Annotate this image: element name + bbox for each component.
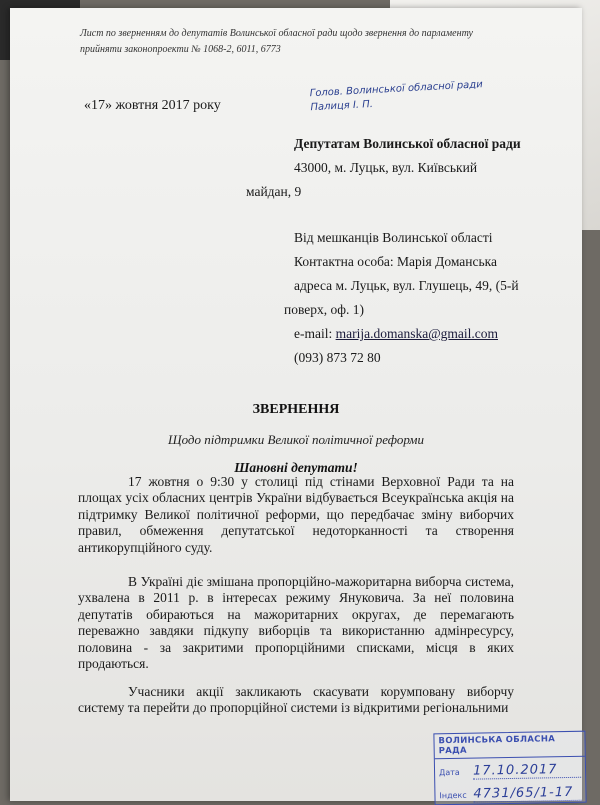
paragraph: В Україні діє змішана пропорційно-мажоритарна виборча система, ухвалена в 2011 р. в інтересах режиму Януковича. За неї половина депутатів обираються на мажоритарних округах, де перемагають переважно завдяки підкупу виборців та використанню адмінресурсу, половина - за закритими пропорційними списками, місця в яких продаються. — [78, 574, 514, 672]
sender-contact: Контактна особа: Марія Доманська — [294, 254, 497, 269]
stamp-date-row — [435, 757, 585, 783]
stamp-index-value: 4731/65/1-17 — [473, 785, 581, 803]
document-title: ЗВЕРНЕННЯ — [252, 402, 340, 417]
document-date: «17» жовтня 2017 року — [84, 98, 221, 113]
stamp-org: ВОЛИНСЬКА ОБЛАСНА РАДА — [434, 732, 584, 760]
handwritten-line: Голов. Волинської обласної ради — [309, 79, 483, 100]
document-subtitle: Щодо підтримки Великої політичної реформи — [168, 432, 424, 447]
sender-block — [284, 226, 554, 370]
header-note: Лист по зверненням до депутатів Волинської обласної ради щодо звернення до парламенту прийняти законопроекти № 1068-2, 6011, 6773 — [80, 28, 473, 55]
recipient-address-line: майдан, 9 — [246, 184, 302, 199]
handwritten-resolution — [309, 77, 510, 115]
sender-address-line: адреса м. Луцьк, вул. Глушець, 49, (5-й — [294, 278, 519, 293]
recipient-title: Депутатам Волинської обласної ради — [294, 136, 521, 151]
greeting: Шановні депутати! — [234, 460, 358, 475]
stamp-index-label: Індекс — [439, 790, 467, 800]
recipient-address-line: 43000, м. Луцьк, вул. Київський — [294, 160, 478, 175]
paragraph: Учасники акції закликають скасувати корумповану виборчу систему та перейти до пропорційної системи із відкритими регіональними — [78, 684, 514, 716]
sender-address-line: поверх, оф. 1) — [284, 302, 365, 317]
sender-email — [294, 322, 554, 346]
stamp-date-value: 17.10.2017 — [473, 762, 581, 780]
stamp-date-label: Дата — [438, 767, 460, 777]
stamp-index-row — [435, 780, 585, 805]
paragraph: 17 жовтня о 9:30 у столиці під стінами Верховної Ради та на площах усіх обласних центрів України відбувається Всеукраїнська акція на підтримку Великої політичної реформи, що передбачає зміну виборчих правил, обмеження депутатської недоторканності та створення антикорупційного суду. — [78, 474, 514, 555]
sender-from: Від мешканців Волинської області — [294, 230, 493, 245]
registration-stamp — [433, 731, 586, 805]
recipient-block — [246, 132, 576, 204]
handwritten-line: Палиця І. П. — [310, 98, 374, 114]
document-page — [10, 8, 582, 801]
sender-phone: (093) 873 72 80 — [294, 350, 381, 365]
email-label: e-mail: — [294, 326, 336, 341]
email-link[interactable]: marija.domanska@gmail.com — [335, 326, 498, 341]
